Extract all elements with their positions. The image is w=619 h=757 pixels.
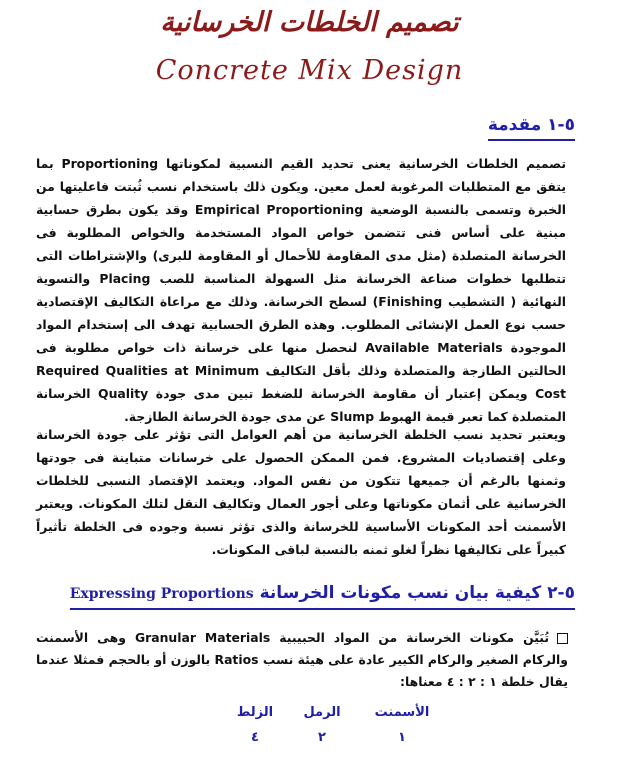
page-title-english: Concrete Mix Design	[155, 55, 464, 86]
section-title-arabic: كيفية بيان نسب مكونات الخرسانة	[259, 583, 542, 603]
paragraph-introduction: تصميم الخلطات الخرسانية يعنى تحديد القيم النسبية لمكوناتها Proportioning بما يتفق مع المتطلبات المرغوبة لعمل معين. ويكون ذلك باستخدام نسب ثُبتت فاعليتها من الخبرة وتسمى بالنسبة الوضعية Empirical Proportioning وقد يكون بطرق حسابية مبنية على أساس فنى تتضمن خواص المواد المستخدمة والخواص المطلوبة فى الخرسانة المتصلدة (مثل مدى المقاومة للأحمال أو المقاومة للبرى) والإشتراطات التى تتطلبها خطوات صناعة الخرسانة مثل السهولة المناسبة للصب Placing والتسوية النهائية ( التشطيب Finishing) لسطح الخرسانة. وذلك مع مراعاة التكاليف الإقتصادية حسب نوع العمل الإنشائى المطلوب. وهذه الطرق الحسابية تهدف الى إستخدام المواد الموجودة Available Materials لنحصل منها على خرسانة ذات خواص مطلوبة فى الحالتين الطازجة والمتصلدة وذلك بأقل التكاليف Required Qualities at Minimum Cost ويمكن إعتبار أن مقاومة الخرسانة للضغط تبين مدى جودة Quality الخرسانة المتصلدة كما تعبر قيمة الهبوط Slump عن مدى جودة الخرسانة الطازجة.	[36, 156, 567, 424]
section-title: مقدمة	[487, 115, 542, 135]
ratio-label: الرمل	[303, 705, 341, 720]
ratio-value: ٤	[251, 730, 259, 745]
section-heading-expressing-proportions	[70, 580, 575, 610]
paragraph-proportions-importance: ويعتبر تحديد نسب الخلطة الخرسانية من أهم العوامل التى تؤثر على جودة الخرسانة وعلى إقتصاديات المشروع. فمن الممكن الحصول على خرسانات متباينة فى جودتها وثمنها بالرغم أن جميعها تتكون من نفس المواد. ويعتمد الإقتصاد النسبى للخلطات الخرسانية على أثمان مكوناتها وعلى أجور العمال وتكاليف النقل لتلك المكونات. ويعتبر الأسمنت أحد المكونات الأساسية للخرسانة والذى تؤثر نسبة وجوده فى الخلطة تأثيراً كبيراً على تكاليفها نظراً لغلو ثمنه بالنسبة لباقى المكونات.	[36, 427, 566, 557]
ratio-label: الزلط	[236, 705, 274, 720]
ratio-column-gravel	[215, 702, 295, 750]
ratio-value: ١	[398, 730, 406, 745]
ratio-value: ٢	[318, 730, 326, 745]
bullet-item	[36, 627, 568, 693]
section-title-english: Expressing Proportions	[69, 586, 254, 602]
checkbox-bullet-icon	[557, 633, 568, 644]
section-number: ٥-١	[547, 115, 575, 135]
page-title-arabic: تصميم الخلطات الخرسانية	[160, 7, 459, 38]
ratio-label: الأسمنت	[374, 705, 430, 720]
bullet-text: تُبَيَّن مكونات الخرسانة من المواد الحبيبية Granular Materials وهى الأسمنت والركام الصغير والركام الكبير عادة على هيئة نسب Ratios بالوزن أو بالحجم فمثلا عندما يقال خلطة ١ : ٢ : ٤ معناها:	[36, 630, 568, 689]
section-number: ٥-٢	[547, 583, 575, 603]
section-heading-introduction	[488, 112, 575, 141]
ratio-column-cement	[362, 702, 442, 750]
